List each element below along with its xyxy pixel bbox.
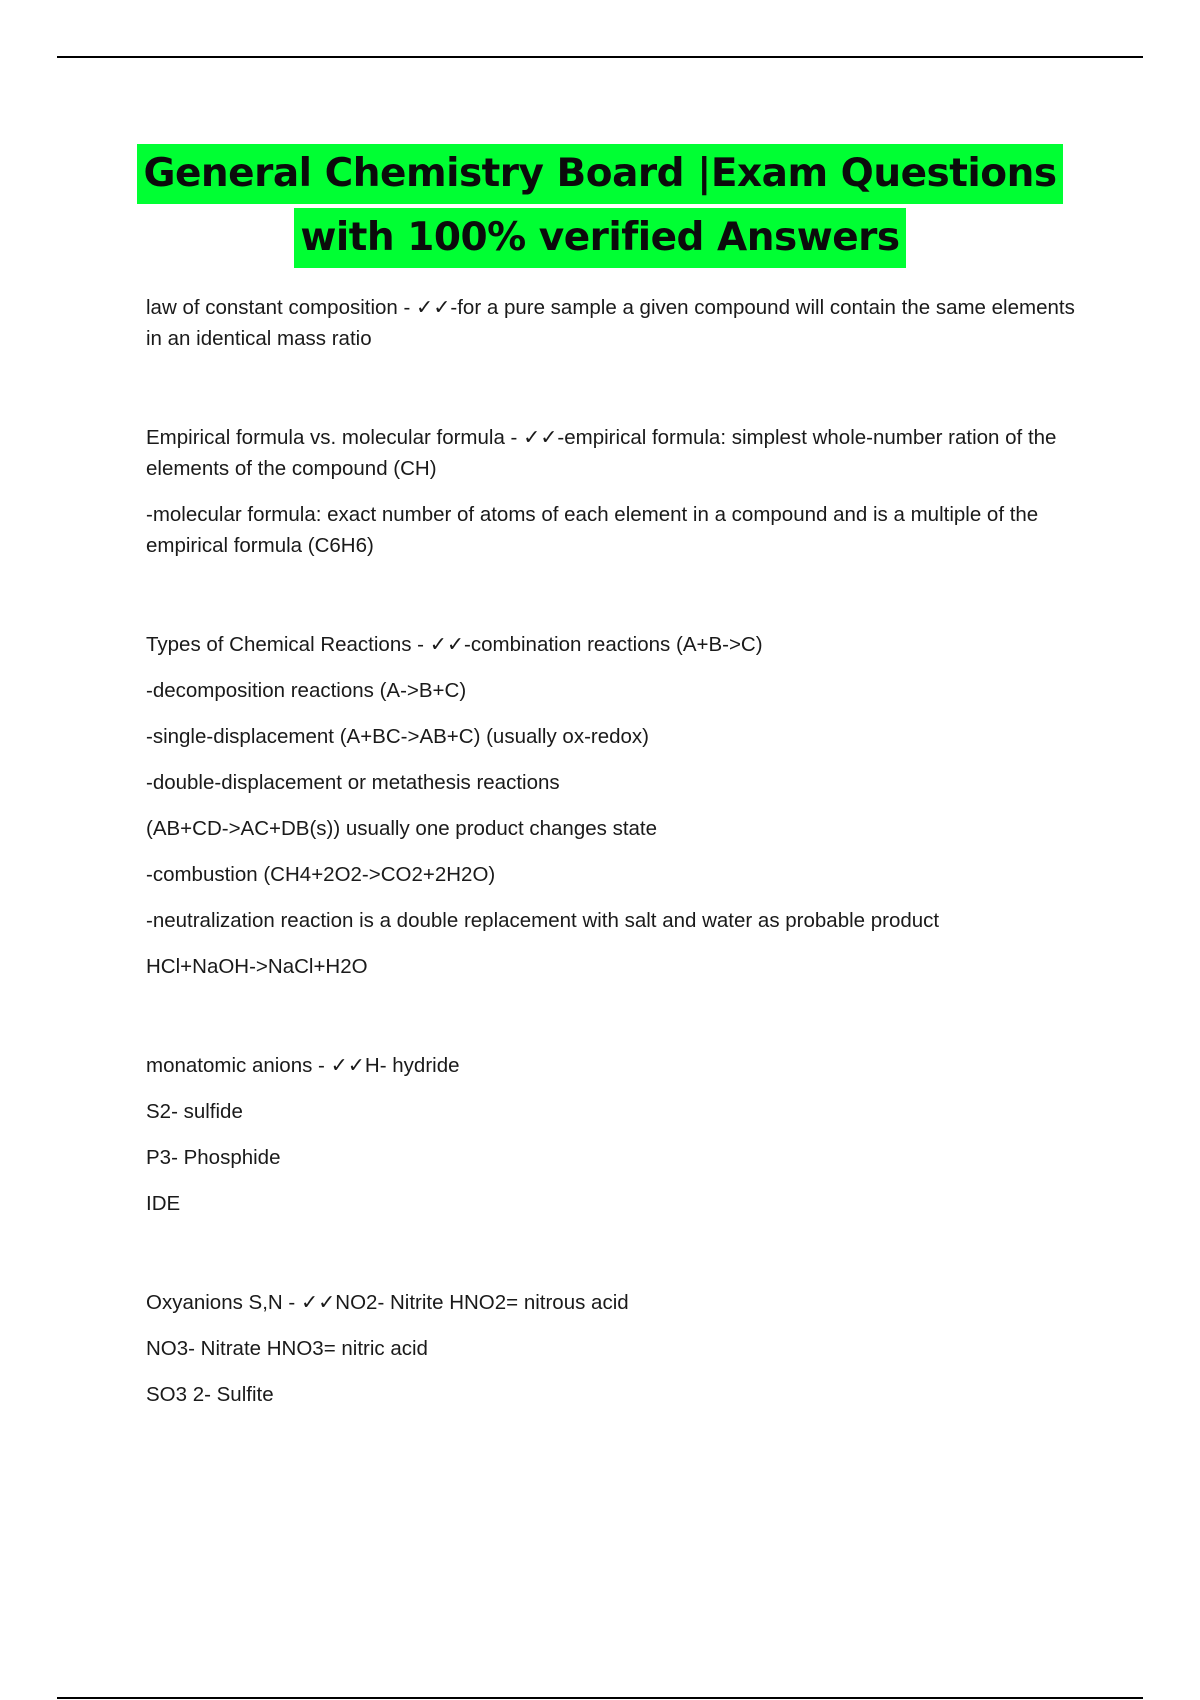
qa-entry-monatomic-anions [146, 1050, 1096, 1219]
entry-line: monatomic anions - ✓✓H- hydride [146, 1054, 460, 1077]
entry-line: law of constant composition - ✓✓-for a pure sample a given compound will contain the same elements in an identical mass ratio [146, 296, 1075, 350]
entry-line: Types of Chemical Reactions - ✓✓-combination reactions (A+B->C) [146, 633, 763, 656]
title-line-2: with 100% verified Answers [294, 208, 905, 268]
entry-line: S2- sulfide [146, 1100, 243, 1123]
entry-line: NO3- Nitrate HNO3= nitric acid [146, 1337, 428, 1360]
qa-entry-oxyanions [146, 1287, 1096, 1410]
qa-entry-chemical-reactions [146, 629, 1096, 982]
entry-line: SO3 2- Sulfite [146, 1383, 274, 1406]
entry-line: Oxyanions S,N - ✓✓NO2- Nitrite HNO2= nitrous acid [146, 1291, 629, 1314]
entry-line: -neutralization reaction is a double replacement with salt and water as probable product [146, 909, 940, 932]
qa-entry-empirical-formula [146, 422, 1096, 561]
entry-line: P3- Phosphide [146, 1146, 281, 1169]
entry-line: IDE [146, 1192, 181, 1215]
entry-line: Empirical formula vs. molecular formula - ✓✓-empirical formula: simplest whole-number ration of the elements of the compound (CH) [146, 426, 1057, 480]
entry-line: -double-displacement or metathesis reactions [146, 771, 560, 794]
top-rule [57, 56, 1143, 58]
entry-line: (AB+CD->AC+DB(s)) usually one product changes state [146, 817, 658, 840]
bottom-rule [57, 1697, 1143, 1699]
document-body [146, 292, 1096, 1410]
qa-entry-constant-composition [146, 292, 1096, 354]
title-line-1: General Chemistry Board |Exam Questions [137, 144, 1062, 204]
entry-line: -molecular formula: exact number of atoms of each element in a compound and is a multiple of the empirical formula (C6H6) [146, 503, 1039, 557]
entry-line: -single-displacement (A+BC->AB+C) (usually ox-redox) [146, 725, 650, 748]
entry-line: HCl+NaOH->NaCl+H2O [146, 955, 368, 978]
document-title [0, 144, 1200, 268]
entry-line: -combustion (CH4+2O2->CO2+2H2O) [146, 863, 496, 886]
entry-line: -decomposition reactions (A->B+C) [146, 679, 467, 702]
